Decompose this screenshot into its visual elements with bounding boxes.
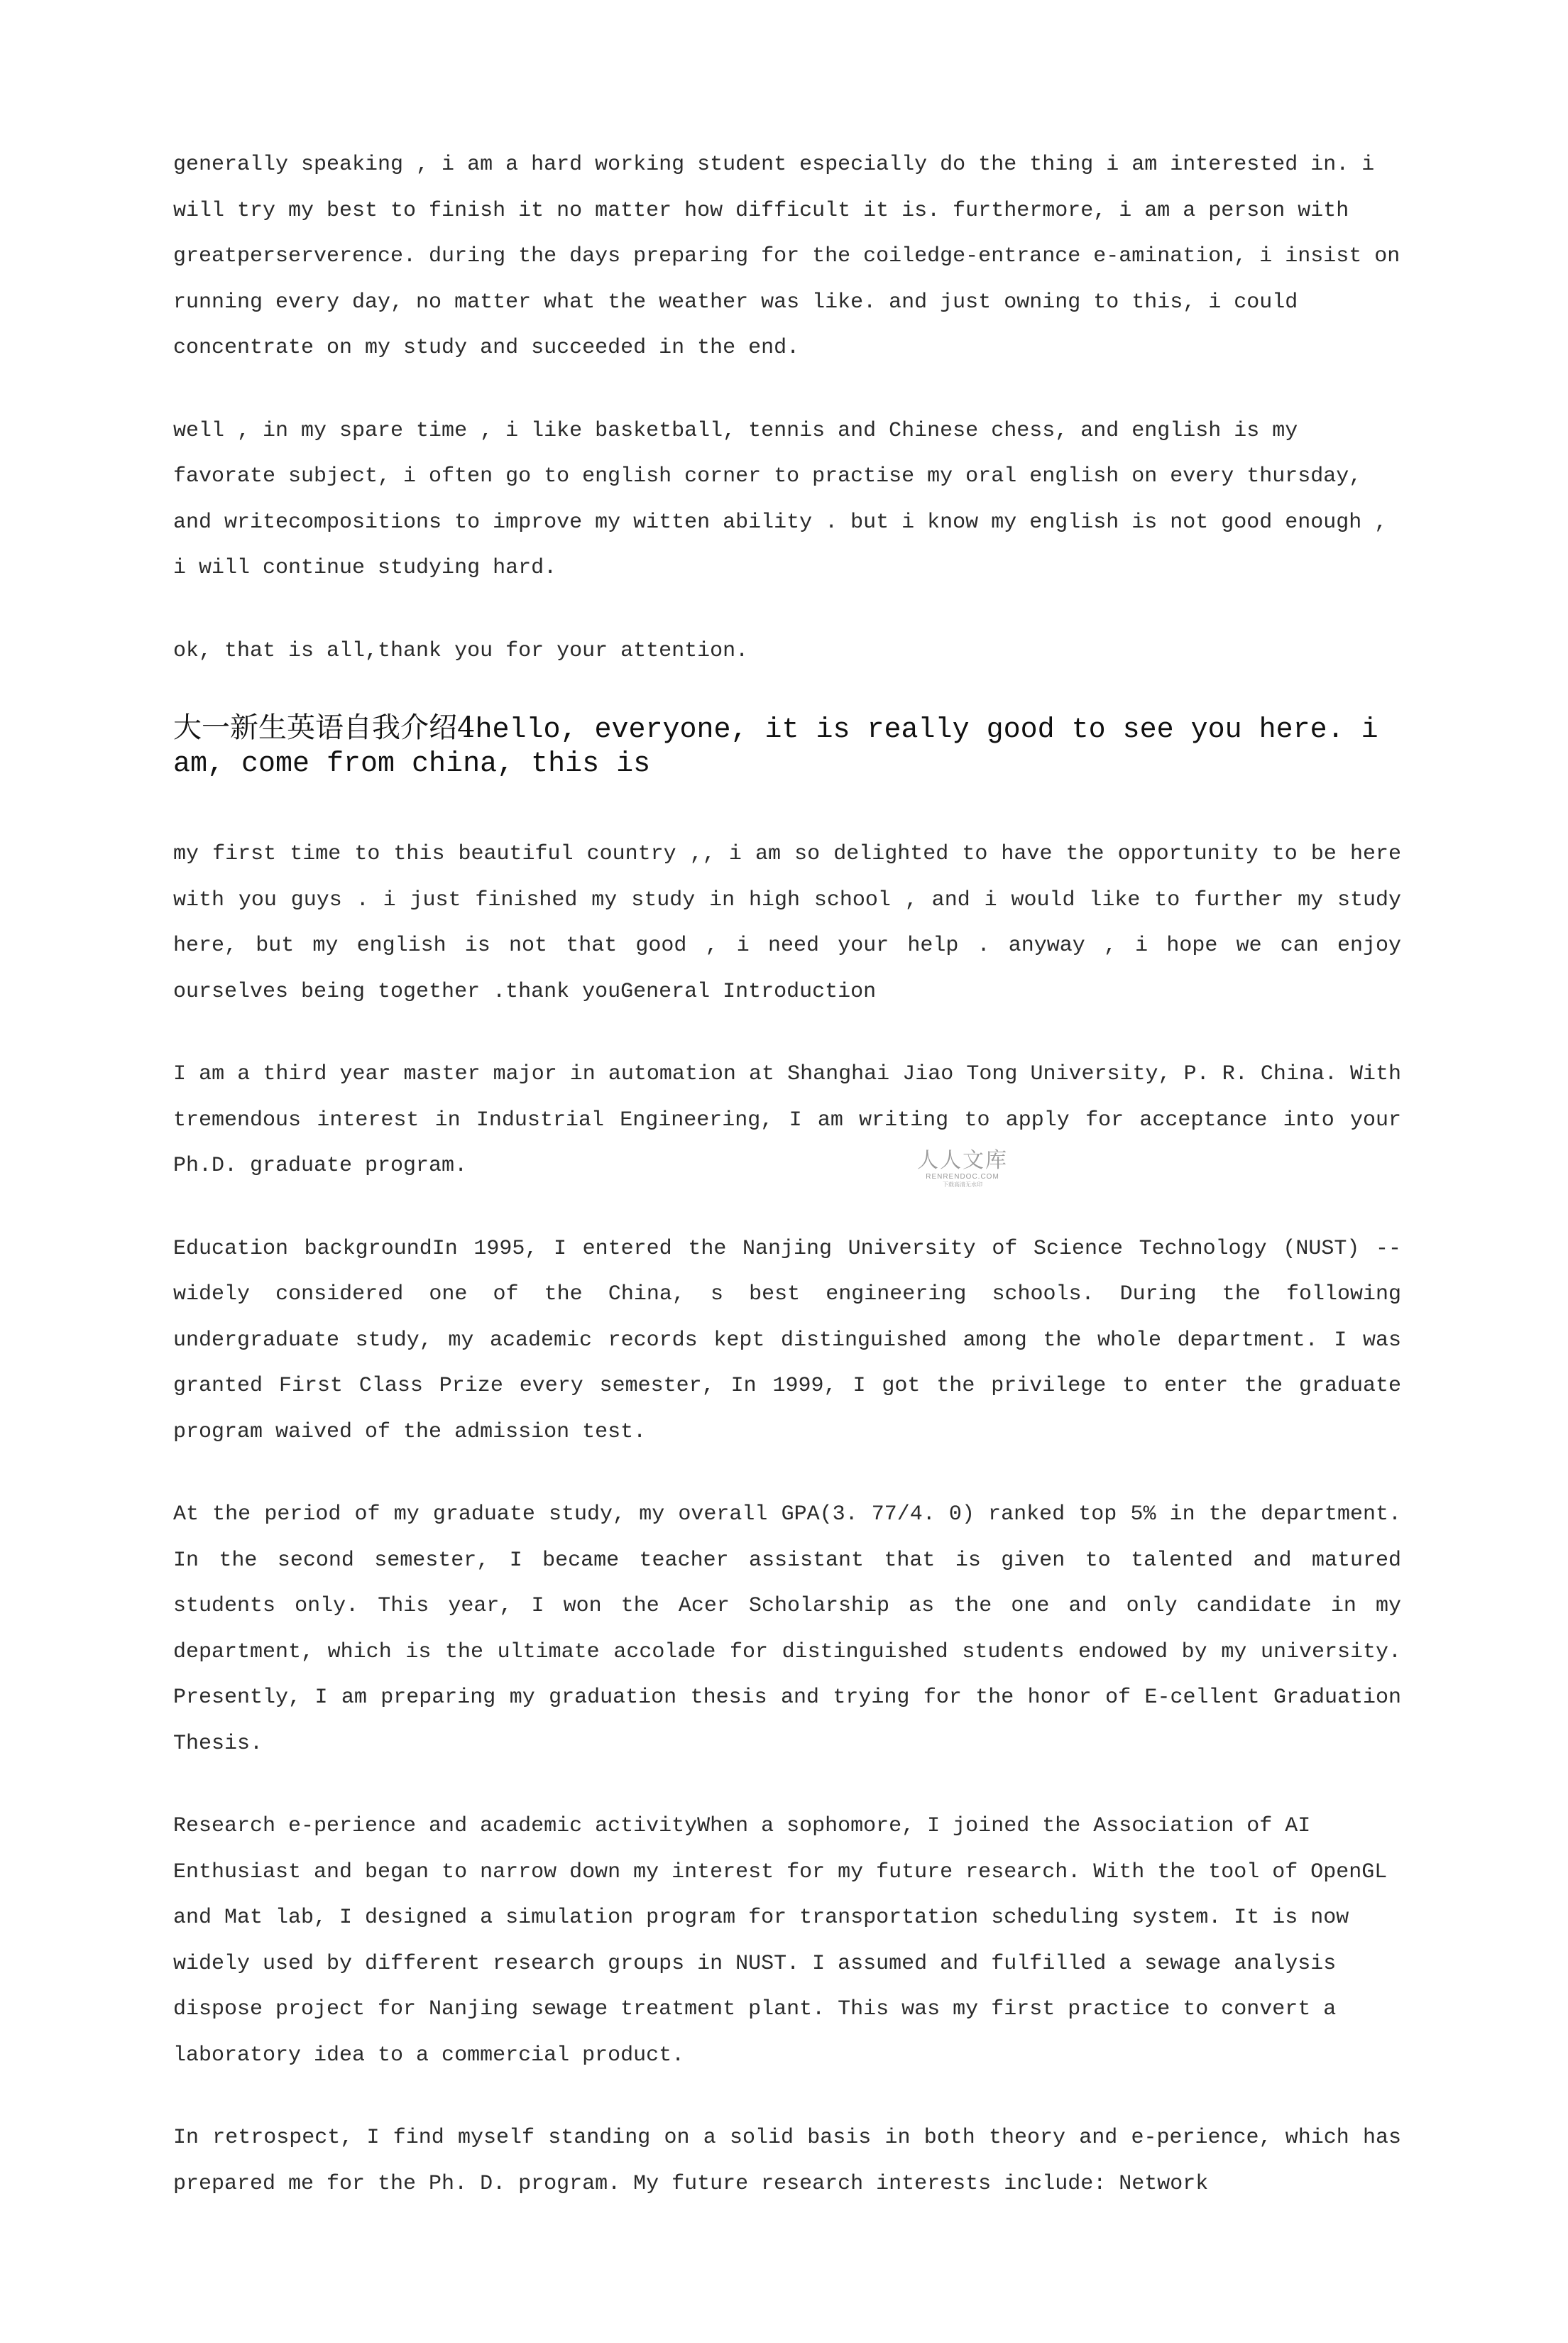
section-heading-text: hello, everyone, it is really good to see you here. i am, come from china, this is <box>173 714 1378 780</box>
paragraph-research-experience: Research e-perience and academic activityWhen a sophomore, I joined the Association of AI Enthusiast and began to narrow down my interest for my future research. With the tool of OpenGL and Mat lab, I designed a simulation program for transportation scheduling system. It is now widely used by different research groups in NUST. I assumed and fulfilled a sewage analysis dispose project for Nanjing sewage treatment plant. This was my first practice to convert a laboratory idea to a commercial product. <box>173 1814 1388 2068</box>
paragraph-general-introduction: I am a third year master major in automation at Shanghai Jiao Tong University, P. R. China. With tremendous interest in Industrial Engineering, I am writing to apply for acceptance into your Ph.D. graduate program. <box>173 1062 1401 1178</box>
paragraph-first-time: my first time to this beautiful country ,, i am so delighted to have the opportunity to be here with you guys . i just finished my study in high school , and i would like to further my study here, but my english is not that good , i need your help . anyway , i hope we can enjoy ourselves being together .thank youGeneral Introduction <box>173 842 1401 1004</box>
watermark-main-text: 人人文库 <box>917 1148 1008 1173</box>
paragraph-graduate-study: At the period of my graduate study, my overall GPA(3. 77/4. 0) ranked top 5% in the department. In the second semester, I became teacher assistant that is given to talented and matured students only. This year, I won the Acer Scholarship as the one and only candidate in my department, which is the ultimate accolade for distinguished students endowed by my university. Presently, I am preparing my graduation thesis and trying for the honor of E-cellent Graduation Thesis. <box>173 1502 1401 1756</box>
watermark-site-text: RENRENDOC.COM <box>926 1173 999 1181</box>
paragraph-hard-working: generally speaking , i am a hard working student especially do the thing i am interested in. i will try my best to finish it no matter how difficult it is. furthermore, i am a person with greatperserverence. during the days preparing for the coiledge-entrance e-amination, i insist on running every day, no matter what the weather was like. and just owning to this, i could concentrate on my study and succeeded in the end. <box>173 153 1400 360</box>
paragraph-closing: ok, that is all,thank you for your attention. <box>173 638 749 663</box>
watermark-logo <box>917 1149 1008 1189</box>
watermark-tagline-text: 下载高清无水印 <box>943 1181 982 1188</box>
section-heading <box>173 711 1401 782</box>
section-heading-cjk: 大一新生英语自我介绍4 <box>173 711 476 744</box>
document-body <box>173 142 1401 2244</box>
paragraph-education-background: Education backgroundIn 1995, I entered the Nanjing University of Science Technology (NUST) -- widely considered one of the China, s best engineering schools. During the following undergraduate study, my academic records kept distinguished among the whole department. I was granted First Class Prize every semester, In 1999, I got the privilege to enter the graduate program waived of the admission test. <box>173 1236 1401 1444</box>
paragraph-retrospect: In retrospect, I find myself standing on a solid basis in both theory and e-perience, which has prepared me for the Ph. D. program. My future research interests include: Network <box>173 2126 1401 2196</box>
paragraph-spare-time: well , in my spare time , i like basketball, tennis and Chinese chess, and english is my favorate subject, i often go to english corner to practise my oral english on every thursday, and writecompositions to improve my witten ability . but i know my english is not good enough , i will continue studying hard. <box>173 418 1388 580</box>
